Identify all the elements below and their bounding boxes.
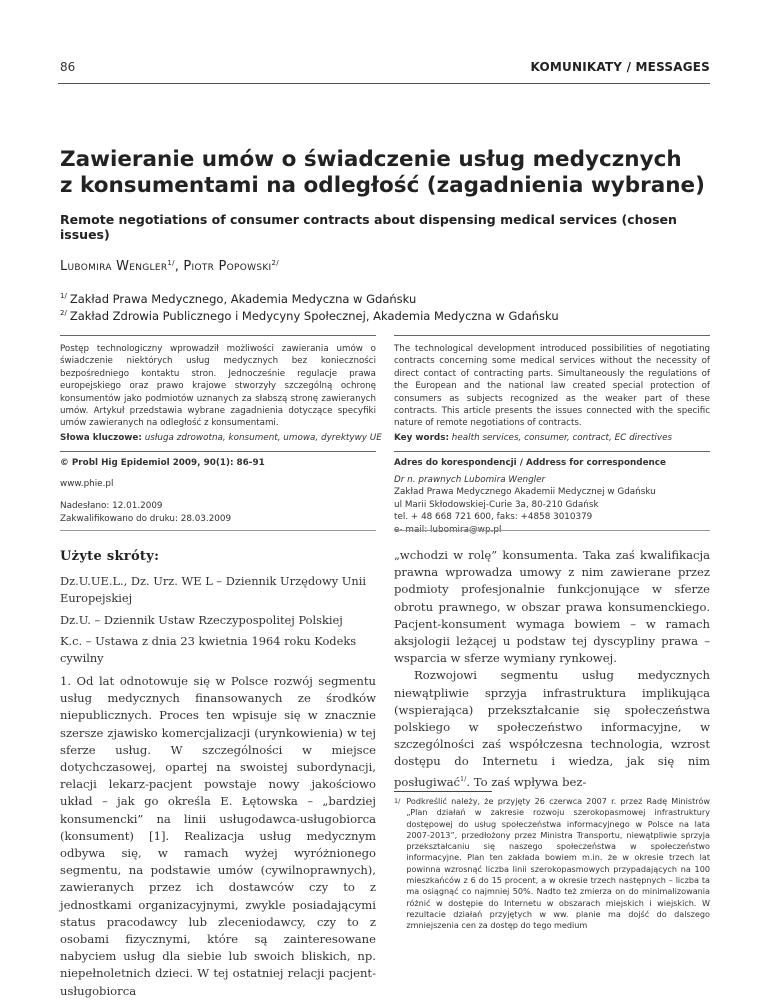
body-paragraph-3: Rozwojowi segmentu usług medycznych niewątpliwie sprzyja infrastruktura implikująca (wspierająca) przekształcanie się społeczeństwa polskiego w społeczeństwo informacyjne, w szczególności zaś współczesna technologia, wzrost dostępu do Internetu i wiedza, jak się nim posługiwać$^{1/}$. To zaś wpływa bez- [394,668,710,789]
affiliation-1 [60,292,416,306]
body-paragraph-2: „wchodzi w rolę” konsumenta. Taka zaś kwalifikacja prawna wprowadza umowy z nim zawierane przez podmioty profesjonalnie funkcjonujące w sferze obrotu prawnego, w obszar prawa konsumenckiego. Pacjent-konsument wymaga bowiem – w ramach aksjologii leżącej u podstaw tej dyscypliny prawa – wsparcia w sferze wymiany rynkowej. [394,548,710,666]
footnote [394,796,710,932]
correspondence-heading: Adres do korespondencji / Address for correspondence [394,458,666,468]
keywords-english-label: Key words: [394,433,449,443]
keywords-polish-label: Słowa kluczowe: [60,433,142,443]
abstract-rule-left [60,335,376,336]
footnote-rule [394,791,492,792]
body-paragraph-1: 1. Od lat odnotowuje się w Polsce rozwój segmentu usług medycznych finansowanych ze środków niepublicznych. Proces ten wpisuje się w znacznie szersze zjawisko komercjalizacji (urynkowienia) w tej sferze usług. W szczególności w miejsce dotychczasowej, opartej na swoistej subordynacji, relacji lekarz-pacjent powstaje nowy jakościowo układ – jak go określa E. Łętowska – „bardziej konsumencki” na linii usługodawca-usługobiorca (konsument) [1]. Realizacja usług medycznym odbywa się, w ramach wyżej wyróżnionego segmentu, na podstawie umów (cywilnoprawnych), zawieranych przez ich dostawców czy to z jednostkami organizacyjnymi, zwykle posiadającymi status pracodawcy lub zleceniodawcy, czy to z osobami fizycznymi, które są zainteresowane nabyciem usług dla siebie lub swoich bliskich, np. niepełnoletnich dzieci. W tej ostatniej relacji pacjent-usługobiorca [60,674,376,998]
header-divider [58,83,710,84]
abbreviation-item-3: K.c. – Ustawa z dnia 23 kwietnia 1964 roku Kodeks cywilny [60,633,357,666]
received-date: Nadesłano: 12.01.2009 [60,501,163,511]
author-2-last: Popowski [218,259,272,274]
abbreviation-item-1: Dz.U.UE.L., Dz. Urz. WE L – Dziennik Urzędowy Unii Europejskiej [60,574,367,606]
author-2-first: Piotr [183,259,215,274]
author-1-last: Wengler [116,259,168,274]
abbreviations-list [60,573,376,667]
body-rule-left [60,530,376,531]
article-title [60,147,720,199]
abstract-english: The technological development introduced possibilities of negotiating contracts concerning some medical services without the necessity of direct contact of contracting parts. Simultaneously the regulations of the European and the national law created special protection of consumers as subjects recognized as the weaker part of these contracts. This article presents the issues connected with the specific nature of remote negotiations of contracts. [394,344,710,429]
affiliation-1-sup: 1/ [60,292,67,301]
correspondence-line-3: tel. + 48 668 721 600, faks: +4858 3010379 [394,512,593,522]
affiliation-2 [60,309,559,323]
correspondence-block [394,457,710,536]
abstract-rule-right [394,335,710,336]
website-link[interactable]: www.phie.pl [60,478,114,489]
correspondence-line-1: Zakład Prawa Medycznego Akademii Medycznej w Gdańsku [394,487,656,497]
meta-rule-left [60,451,376,452]
meta-rule-right [394,451,710,452]
author-1-sup: 1/ [167,258,175,267]
keywords-english [394,433,672,443]
title-line-1: Zawieranie umów o świadczenie usług medycznych [60,147,682,172]
author-2-sup: 2/ [271,258,279,267]
footnote-ref: 1/ [460,774,467,783]
abbreviation-item-2: Dz.U. – Dziennik Ustaw Rzeczypospolitej Polskiej [60,612,343,627]
abbreviations-heading: Użyte skróty: [60,549,160,564]
body-right-column [394,547,710,791]
accepted-date: Zakwalifikowano do druku: 28.03.2009 [60,513,232,524]
correspondence-name: Dr n. prawnych Lubomira Wengler [394,474,546,485]
keywords-english-values: health services, consumer, contract, EC directives [451,433,673,443]
body-rule-right [394,530,710,531]
correspondence-line-2: ul Marii Skłodowskiej-Curie 3a, 80-210 Gdańsk [394,499,599,510]
title-line-2: z konsumentami na odległość (zagadnienia wybrane) [60,173,705,198]
author-1-first: Lubomira [60,259,112,274]
keywords-polish-values: usługa zdrowotna, konsument, umowa, dyrektywy UE [144,433,382,443]
affiliation-2-sup: 2/ [60,309,67,318]
footnote-number: 1/ [394,797,401,805]
authors: Lubomira Wengler$^{1/}$, Piotr Popowski$^{2/}$ [60,258,279,274]
affiliation-1-text: Zakład Prawa Medycznego, Akademia Medyczna w Gdańsku [69,292,417,306]
page-number: 86 [60,60,76,74]
footnote-text: Podkreślić należy, że przyjęty 26 czerwca 2007 r. przez Radę Ministrów „Plan działań w zakresie rozwoju szerokopasmowej infrastruktury dostępowej do usług społeczeństwa informacyjnego w Polsce na lata 2007-2013”, przedłożony przez Ministra Transportu, niewątpliwie sprzyja przekształcaniu się naszego społeczeństwa w społeczeństwo informacyjne. Plan ten zakłada bowiem m.in. że w okresie trzech lat powinna wzrosnąć liczba linii szerokopasmowych przypadających na 100 mieszkańców z 6 do 15 procent, a w okresie trzech następnych – liczba ta ma osiągnąć co najmniej 50%. Nadto też zmierza on do minimalizowania różnić w dostępie do Internetu w obszarach miejskich i wiejskich. W rezultacie działań przyjętych w ww. planie ma dojść do dalszego zmniejszenia cen za dostęp do tego medium [406,796,710,931]
citation: © Probl Hig Epidemiol 2009, 90(1): 86-91 [60,458,265,468]
keywords-polish [60,433,382,443]
section-title: KOMUNIKATY / MESSAGES [530,60,710,74]
citation-block [60,457,376,525]
abstract-polish: Postęp technologiczny wprowadził możliwości zawierania umów o świadczenie niektórych usług medycznych bez konieczności bezpośredniego kontaktu stron. Jednocześnie regulacje prawa europejskiego oraz prawo krajowe stworzyły szczególną ochronę konsumentów jako podmiotów uznanych za słabszą stronę zawieranych umów. Artykuł przedstawia wybrane zagadnienia dotyczące specyfiki umów zawieranych na odległość z konsumentami. [60,344,376,429]
affiliation-2-text: Zakład Zdrowia Publicznego i Medycyny Społecznej, Akademia Medyczna w Gdańsku [69,309,559,323]
article-subtitle: Remote negotiations of consumer contracts about dispensing medical services (chosen issues) [60,212,677,242]
